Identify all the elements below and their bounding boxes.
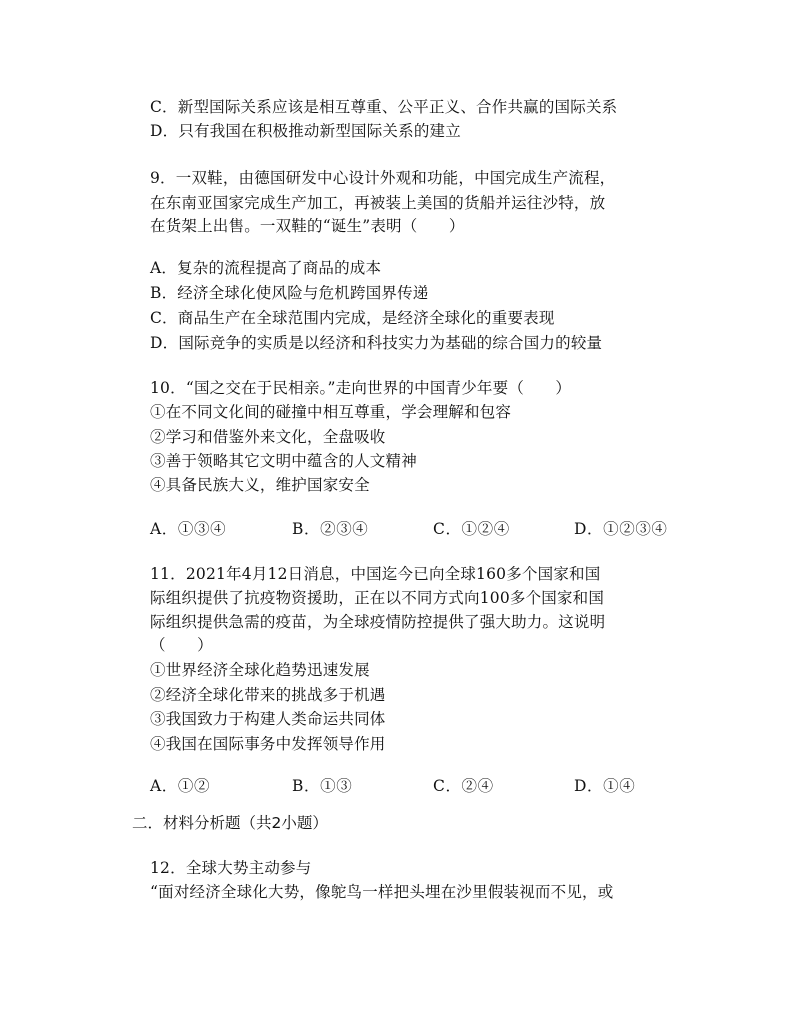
- q10-choice-b: B．②③④: [292, 520, 369, 538]
- q11-choice-a: A．①②: [150, 777, 211, 795]
- q9-stem-line-3: 在货架上出售。一双鞋的“诞生”表明（ ）: [150, 217, 465, 235]
- q12-title: 12．全球大势主动参与: [150, 859, 312, 877]
- q10-statement-1: ①在不同文化间的碰撞中相互尊重，学会理解和包容: [150, 403, 512, 421]
- q11-stem-line-1: 11．2021年4月12日消息，中国迄今已向全球160多个国家和国: [150, 565, 601, 583]
- q11-choice-b: B．①③: [292, 777, 353, 795]
- q11-stem-line-2: 际组织提供了抗疫物资援助，正在以不同方式向100多个国家和国: [150, 589, 605, 607]
- q10-statement-2: ②学习和借鉴外来文化，全盘吸收: [150, 428, 386, 446]
- q9-option-d: D．国际竞争的实质是以经济和科技实力为基础的综合国力的较量: [150, 334, 603, 352]
- q11-choice-c: C．②④: [433, 777, 494, 795]
- q11-statement-1: ①世界经济全球化趋势迅速发展: [150, 661, 370, 679]
- q8-option-d: D．只有我国在积极推动新型国际关系的建立: [150, 122, 461, 140]
- q8-option-c: C．新型国际关系应该是相互尊重、公平正义、合作共赢的国际关系: [150, 98, 618, 116]
- section-heading: 二．材料分析题（共2小题）: [132, 814, 328, 832]
- q10-statement-3: ③善于领略其它文明中蕴含的人文精神: [150, 452, 417, 470]
- q9-option-c: C．商品生产在全球范围内完成，是经济全球化的重要表现: [150, 309, 555, 327]
- q10-stem: 10．“国之交在于民相亲。”走向世界的中国青少年要（ ）: [150, 379, 572, 397]
- q12-material-line: “面对经济全球化大势，像鸵鸟一样把头埋在沙里假装视而不见，或: [150, 883, 614, 901]
- q11-stem-line-4: （ ）: [150, 636, 213, 654]
- q10-statement-4: ④具备民族大义，维护国家安全: [150, 476, 370, 494]
- q9-stem-line-1: 9．一双鞋，由德国研发中心设计外观和功能，中国完成生产流程，: [150, 169, 616, 187]
- q10-choice-d: D．①②③④: [574, 520, 668, 538]
- q11-statement-4: ④我国在国际事务中发挥领导作用: [150, 735, 386, 753]
- q9-option-a: A．复杂的流程提高了商品的成本: [150, 259, 382, 277]
- q11-statement-3: ③我国致力于构建人类命运共同体: [150, 710, 386, 728]
- q9-stem-line-2: 在东南亚国家完成生产加工，再被装上美国的货船并运往沙特，放: [150, 194, 606, 212]
- q9-option-b: B．经济全球化使风险与危机跨国界传递: [150, 284, 429, 302]
- q11-choice-d: D．①④: [574, 777, 636, 795]
- q11-stem-line-3: 际组织提供急需的疫苗，为全球疫情防控提供了强大助力。这说明: [150, 613, 606, 631]
- q10-choice-a: A．①③④: [150, 520, 227, 538]
- q11-statement-2: ②经济全球化带来的挑战多于机遇: [150, 686, 386, 704]
- q10-choice-c: C．①②④: [433, 520, 510, 538]
